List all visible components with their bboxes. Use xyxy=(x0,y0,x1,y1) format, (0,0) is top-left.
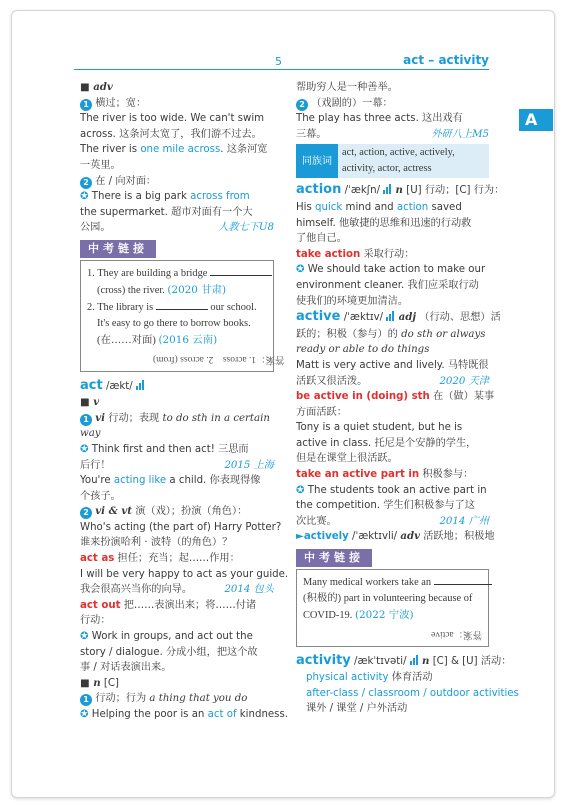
frequency-bars-icon xyxy=(383,184,392,200)
sense-1: 1 行动；行为 a thing that you do xyxy=(80,691,274,707)
frequency-bars-icon xyxy=(136,380,145,396)
example: The river is one mile across. 这条河宽 xyxy=(80,144,268,156)
headword-active: active /ˈæktɪv/ adj （行动、思想）活 xyxy=(296,309,489,327)
example: I will be very happy to act as your guide. xyxy=(80,568,289,580)
example: ✪ Helping the poor is an act of kindness. xyxy=(80,709,289,720)
example: 后行！ 2015 上海 xyxy=(80,459,274,471)
example: 但是在课堂上很活跃。 xyxy=(296,453,398,465)
example: the supermarket. 超市对面有一个大 xyxy=(80,206,253,218)
example: 课外 / 课堂 / 户外活动 xyxy=(306,703,408,715)
left-column xyxy=(80,80,289,723)
example: The play has three acts. 这出戏有 xyxy=(296,113,463,125)
example: ✪ There is a big park across from xyxy=(80,191,250,203)
definition: 跃的；积极（参与）的 do sth or always xyxy=(296,328,486,340)
frequency-bars-icon xyxy=(410,655,419,671)
pos-n: ■ n [C] xyxy=(80,676,119,689)
phrase: be active in (doing) sth 在（做）某事 xyxy=(296,391,495,403)
example: the competition. 学生们积极参与了这 xyxy=(296,500,475,512)
pos-adv: ■ adv xyxy=(80,81,113,93)
exam-link-banner: 中考链接 xyxy=(80,240,156,258)
example: story / dialogue. 分成小组，把这个故 xyxy=(80,646,258,658)
example: 个孩子。 xyxy=(80,490,121,502)
right-column xyxy=(296,80,519,717)
derived-word: ►actively /ˈæktɪvli/ adv 活跃地；积极地 xyxy=(296,530,495,543)
word-family-list: act, action, active, actively, activity, actor, actress xyxy=(338,144,489,178)
exam-link-box: Many medical workers take an (积极的) part in volunteering because of COVID-19. (2022 宁波) 答案：active xyxy=(296,569,489,647)
sense-1: 1 横过；宽： xyxy=(80,96,274,112)
example: 事 / 对话表演出来。 xyxy=(80,662,172,674)
example: You're acting like a child. 你表现得像 xyxy=(80,475,261,487)
phrase: act as 担任；充当；起……作用： xyxy=(80,553,240,565)
section-tab: A xyxy=(519,109,553,131)
example: across. 这条河太宽了，我们游不过去。 xyxy=(80,128,262,140)
header-rule xyxy=(74,69,489,70)
phrase-def: 行动： xyxy=(80,615,111,627)
sense-2: 2 vi & vt 演（戏）；扮演（角色）： xyxy=(80,504,274,520)
example: 使我们的环境更加清洁。 xyxy=(296,295,409,307)
headword-activity: activity /ækˈtɪvəti/ n [C] & [U] 活动： xyxy=(296,653,489,671)
page-header-title: act – activity xyxy=(403,53,489,67)
example: 活跃又很活泼。 2020 天津 xyxy=(296,375,489,387)
example: environment cleaner. 我们应采取行动 xyxy=(296,279,479,291)
example: Who's acting (the part of) Harry Potter? xyxy=(80,521,282,533)
headword-action: action /ˈækʃn/ n [U] 行动；[C] 行为： xyxy=(296,182,489,200)
example: 我会很高兴当你的向导。 2014 包头 xyxy=(80,584,274,596)
phrase-def: 方面活跃： xyxy=(296,406,347,418)
exam-link-banner: 中考链接 xyxy=(296,549,372,567)
example: himself. 他敏捷的思维和迅速的行动救 xyxy=(296,217,472,229)
example: 一英里。 xyxy=(80,159,121,171)
example: active in class. 托尼是个安静的学生， xyxy=(296,437,477,449)
example: after-class / classroom / outdoor activities xyxy=(306,687,519,699)
example: 次比赛。 2014 广州 xyxy=(296,515,489,527)
example: 谁来扮演哈利 · 波特（的角色）？ xyxy=(80,537,233,549)
page-number: 5 xyxy=(275,55,282,68)
word-family-box xyxy=(296,144,489,178)
sense-1: 1 vi 行动；表现 to do sth in a certain xyxy=(80,411,274,427)
phrase: act out 把……表演出来；将……付诸 xyxy=(80,599,257,611)
example: Matt is very active and lively. 马特既很 xyxy=(296,359,489,371)
definition-en: ready or able to do things xyxy=(296,344,430,356)
definition-en: way xyxy=(80,428,101,440)
upside-down-answer: 答案：active xyxy=(430,628,482,639)
pos-v: ■ v xyxy=(80,396,100,409)
sense-2: 2 （戏剧的）一幕： xyxy=(296,96,489,112)
example: ✪ We should take action to make our xyxy=(296,264,486,276)
phrase: take an active part in 积极参与： xyxy=(296,469,474,481)
example: ✪ Think first and then act! 三思而 xyxy=(80,443,249,455)
sense-2: 2 在 / 向对面： xyxy=(80,174,274,190)
example: 帮助穷人是一种善举。 xyxy=(296,82,398,93)
upside-down-answer: 答案：1. across 2. across (from) xyxy=(153,353,285,364)
example: His quick mind and action saved xyxy=(296,201,462,213)
example: Tony is a quiet student, but he is xyxy=(296,422,463,434)
example: physical activity 体育活动 xyxy=(306,672,433,684)
example: The river is too wide. We can't swim xyxy=(80,113,265,125)
example: ✪ Work in groups, and act out the xyxy=(80,631,253,643)
example: ✪ The students took an active part in xyxy=(296,484,487,496)
phrase: take action 采取行动： xyxy=(296,248,415,260)
example: 了他自己。 xyxy=(296,233,347,245)
exam-link-box: 1. They are building a bridge (cross) the river. (2020 甘肃) 2. The library is our school. It's easy to go there to borrow books. (在……对面) (2016 云南) 答案：1. across 2. across (from) xyxy=(80,260,274,372)
example: 三幕。 外研八上M5 xyxy=(296,128,489,140)
word-family-label: 同族词 xyxy=(296,144,338,178)
frequency-bars-icon xyxy=(386,311,395,327)
headword-act: act /ækt/ xyxy=(80,378,274,396)
example: 公园。 人教七下U8 xyxy=(80,222,274,234)
